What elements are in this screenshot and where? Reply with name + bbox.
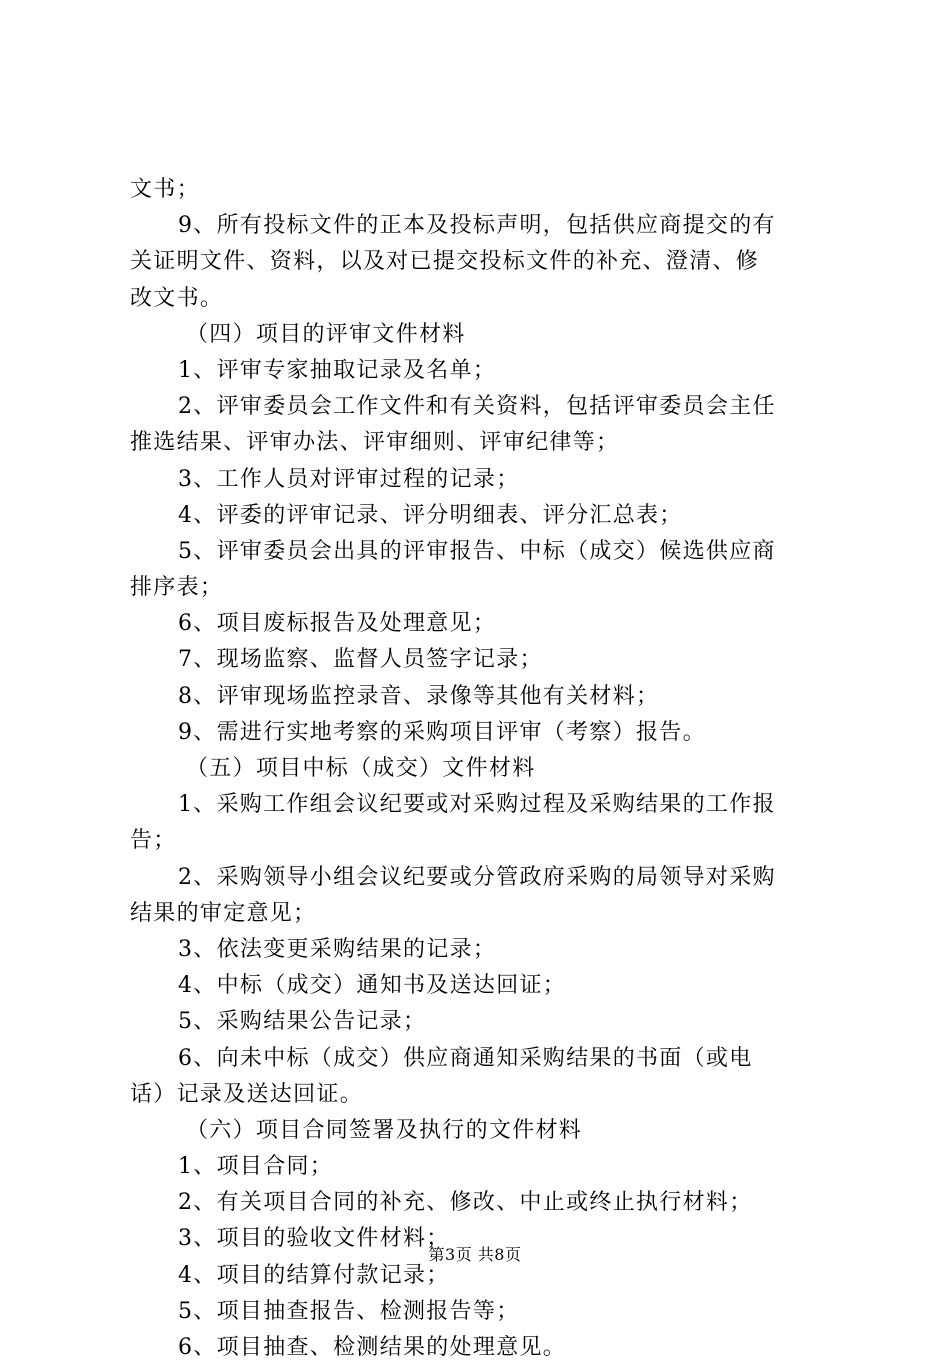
document-body (130, 172, 830, 1366)
body-text-line: 5、评审委员会出具的评审报告、中标（成交）候选供应商 (178, 538, 776, 564)
body-text-line: 8、评审现场监控录音、录像等其他有关材料； (178, 683, 660, 709)
page-footer: 第3页 共8页 (428, 1245, 522, 1264)
body-text-line: 4、中标（成交）通知书及送达回证； (178, 973, 567, 999)
body-text-line: 3、工作人员对评审过程的记录； (178, 466, 520, 492)
body-text-line: 排序表； (130, 575, 224, 601)
body-text-line: 4、评委的评审记录、评分明细表、评分汇总表； (178, 502, 683, 528)
body-text-line: 改文书。 (130, 285, 224, 311)
body-text-line: 推选结果、评审办法、评审细则、评审纪律等； (130, 430, 620, 456)
body-text-line: 6、项目抽查、检测结果的处理意见。 (178, 1335, 567, 1360)
body-text-line: 文书； (130, 177, 200, 202)
body-text-line: 关证明文件、资料，以及对已提交投标文件的补充、澄清、修 (130, 249, 760, 275)
body-text-line: 3、项目的验收文件材料； (178, 1226, 450, 1252)
section-heading: （六）项目合同签署及执行的文件材料 (186, 1117, 583, 1143)
section-heading: （四）项目的评审文件材料 (186, 321, 466, 347)
body-text-line: 7、现场监察、监督人员签字记录； (178, 647, 543, 673)
body-text-line: 5、采购结果公告记录； (178, 1009, 427, 1035)
body-text-line: 5、项目抽查报告、检测报告等； (178, 1298, 520, 1324)
body-text-line: 1、评审专家抽取记录及名单； (178, 357, 497, 383)
section-heading: （五）项目中标（成交）文件材料 (186, 756, 536, 781)
body-text-line: 2、评审委员会工作文件和有关资料，包括评审委员会主任 (178, 394, 776, 420)
body-text-line: 6、向未中标（成交）供应商通知采购结果的书面（或电 (178, 1045, 753, 1071)
body-text-line: 结果的审定意见； (130, 900, 317, 926)
body-text-line: 2、有关项目合同的补充、修改、中止或终止执行材料； (178, 1190, 753, 1216)
body-text-line: 2、采购领导小组会议纪要或分管政府采购的局领导对采购 (178, 864, 776, 890)
body-text-line: 6、项目废标报告及处理意见； (178, 611, 497, 637)
body-text-line: 4、项目的结算付款记录； (178, 1262, 450, 1288)
body-text-line: 1、项目合同； (178, 1154, 334, 1180)
body-text-line: 1、采购工作组会议纪要或对采购过程及采购结果的工作报 (178, 792, 776, 818)
body-text-line: 9、需进行实地考察的采购项目评审（考察）报告。 (178, 719, 706, 745)
body-text-line: 告； (130, 828, 177, 854)
body-text-line: 9、所有投标文件的正本及投标声明，包括供应商提交的有 (178, 213, 776, 239)
body-text-line: 3、依法变更采购结果的记录； (178, 936, 497, 962)
body-text-line: 话）记录及送达回证。 (130, 1081, 364, 1107)
